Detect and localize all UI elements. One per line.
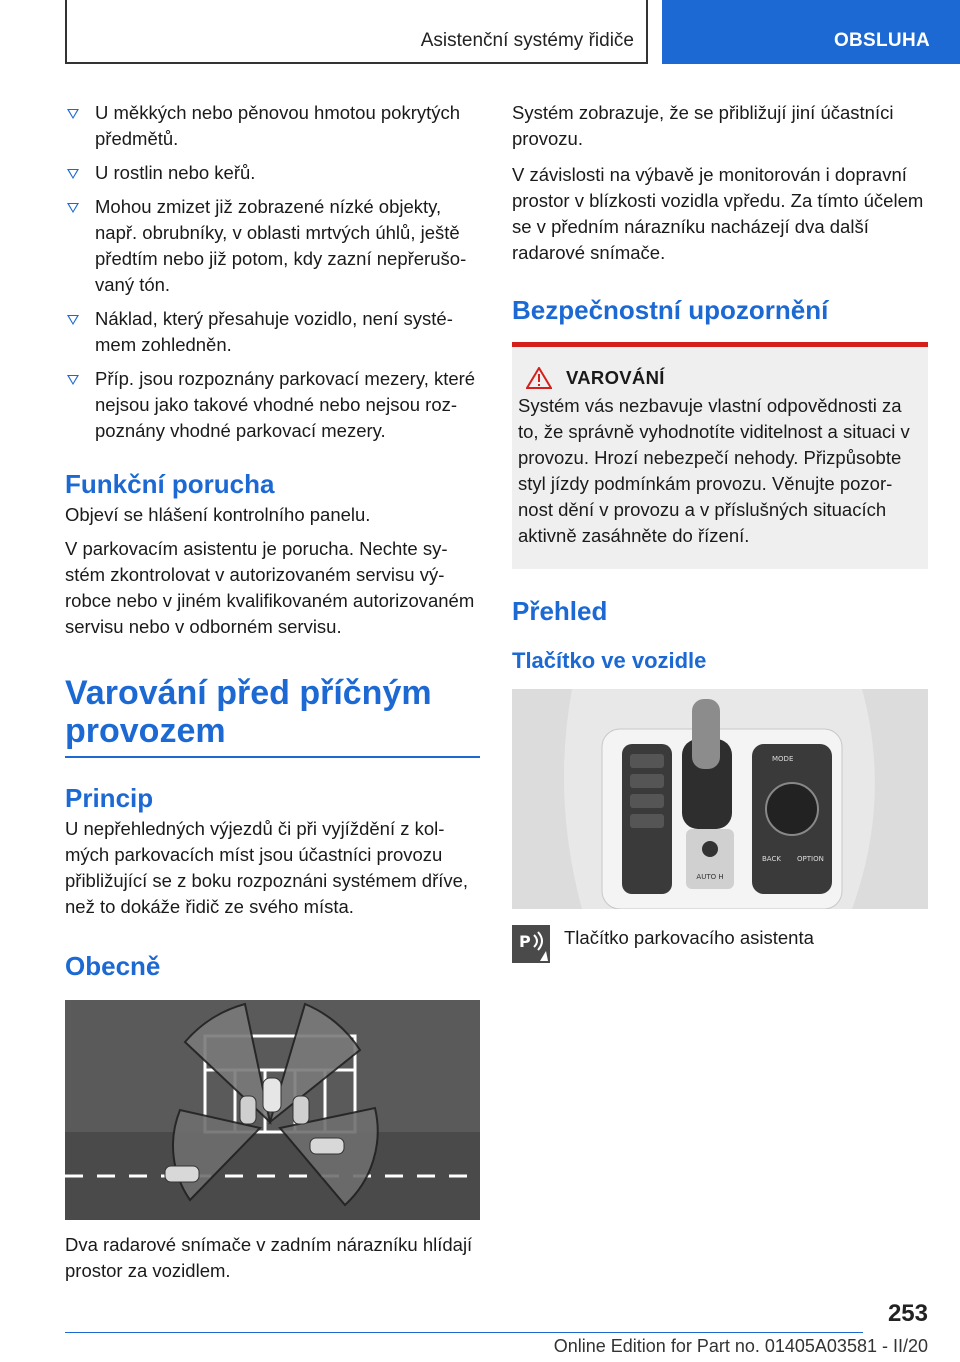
button-caption-row — [512, 925, 928, 963]
system-text-1: Systém zobrazuje, že se přibližují jiní účastníci provozu. — [512, 102, 894, 149]
general-heading: Obecně — [65, 951, 161, 981]
right-column — [512, 100, 928, 963]
safety-heading: Bezpečnostní upozornění — [512, 295, 829, 325]
bullet-triangle-icon — [67, 169, 79, 179]
limitations-list — [65, 100, 480, 444]
svg-text:AUTO H: AUTO H — [696, 873, 724, 881]
bullet-triangle-icon — [67, 315, 79, 325]
chapter-tab — [662, 0, 960, 64]
edition-text: Online Edition for Part no. 01405A03581 - II/20 — [553, 1336, 928, 1356]
malfunction-text-1: Objeví se hlášení kontrolního panelu. — [65, 504, 371, 525]
figure-caption: Dva radarové snímače v zadním nárazníku hlídají prostor za vozidlem. — [65, 1234, 473, 1281]
park-assist-button-icon — [512, 925, 550, 963]
button-heading: Tlačítko ve vozidle — [512, 648, 707, 673]
console-label-option: OPTION — [797, 855, 824, 863]
malfunction-text-2: V parkovacím asistentu je porucha. Nechte systém zkontrolovat v autorizovaném servisu výrobce nebo v jiném kvalifikovaném autorizovaném servisu nebo v odborném servisu. — [65, 538, 475, 637]
list-item: U měkkých nebo pěnovou hmotou pokrytých předmětů. — [65, 100, 480, 152]
warning-header — [518, 367, 920, 389]
console-label-mode: MODE — [772, 755, 794, 763]
overview-heading: Přehled — [512, 596, 608, 626]
system-text-2: V závislosti na výbavě je monitorován i dopravní prostor v blízkosti vozidla vpředu. Za tímto účelem se v předním nárazníku nacházejí dva další radarové snímače. — [512, 164, 924, 263]
heading-rule — [65, 756, 480, 758]
list-item: Příp. jsou rozpoznány parkovací mezery, které nejsou jako takové vhodné nebo nejsou rozpoznány vhodné parkovací mezery. — [65, 366, 480, 444]
malfunction-heading: Funkční porucha — [65, 469, 275, 499]
principle-text: U nepřehledných výjezdů či při vyjíždění z kolmých parkovacích míst jsou účastníci provozu přibližující se z boku rozpoznáni systémem dříve, než to dokáže řidič ze svého místa. — [65, 818, 469, 917]
bullet-triangle-icon — [67, 203, 79, 213]
list-item: Náklad, který přesahuje vozidlo, není systémem zohledněn. — [65, 306, 480, 358]
footer-rule — [65, 1332, 863, 1333]
bullet-triangle-icon — [67, 375, 79, 385]
bullet-triangle-icon — [67, 109, 79, 119]
page-header — [0, 0, 960, 64]
warning-label: VAROVÁNÍ — [566, 367, 665, 388]
chapter-tab-label: OBSLUHA — [833, 30, 930, 51]
console-photo-figure — [512, 689, 928, 909]
warning-box — [512, 347, 928, 569]
center-console-illustration — [512, 689, 928, 909]
section-title: Asistenční systémy řidiče — [420, 30, 634, 51]
button-caption: Tlačítko parkovacího asistenta — [564, 927, 814, 948]
svg-text:P: P — [519, 932, 531, 951]
warning-triangle-icon — [526, 367, 552, 389]
radar-coverage-illustration — [65, 1000, 480, 1220]
list-item: Mohou zmizet již zobrazené nízké objekty, např. obrubníky, v oblasti mrtvých úhlů, ještě předtím nebo již potom, kdy zazní nepřerušovaný tón. — [65, 194, 480, 298]
principle-heading: Princip — [65, 783, 154, 813]
left-column — [65, 100, 480, 1284]
page-number: 253 — [887, 1300, 928, 1327]
warning-text: Systém vás nezbavuje vlastní odpovědnosti za to, že správně vyhodnotíte viditelnost a situaci v provozu. Hrozí nebezpečí nehody. Přizpůsobte styl jízdy podmínkám provozu. Věnujte pozornost dění v provozu a v příslušných situacích aktivně zasáhněte do řízení. — [518, 395, 910, 546]
console-label-back: BACK — [762, 855, 781, 863]
list-item: U rostlin nebo keřů. — [65, 160, 480, 186]
cross-traffic-heading: Varování před příčným provozem — [65, 674, 432, 750]
header-section-box — [65, 0, 648, 64]
radar-diagram-figure — [65, 1000, 480, 1220]
